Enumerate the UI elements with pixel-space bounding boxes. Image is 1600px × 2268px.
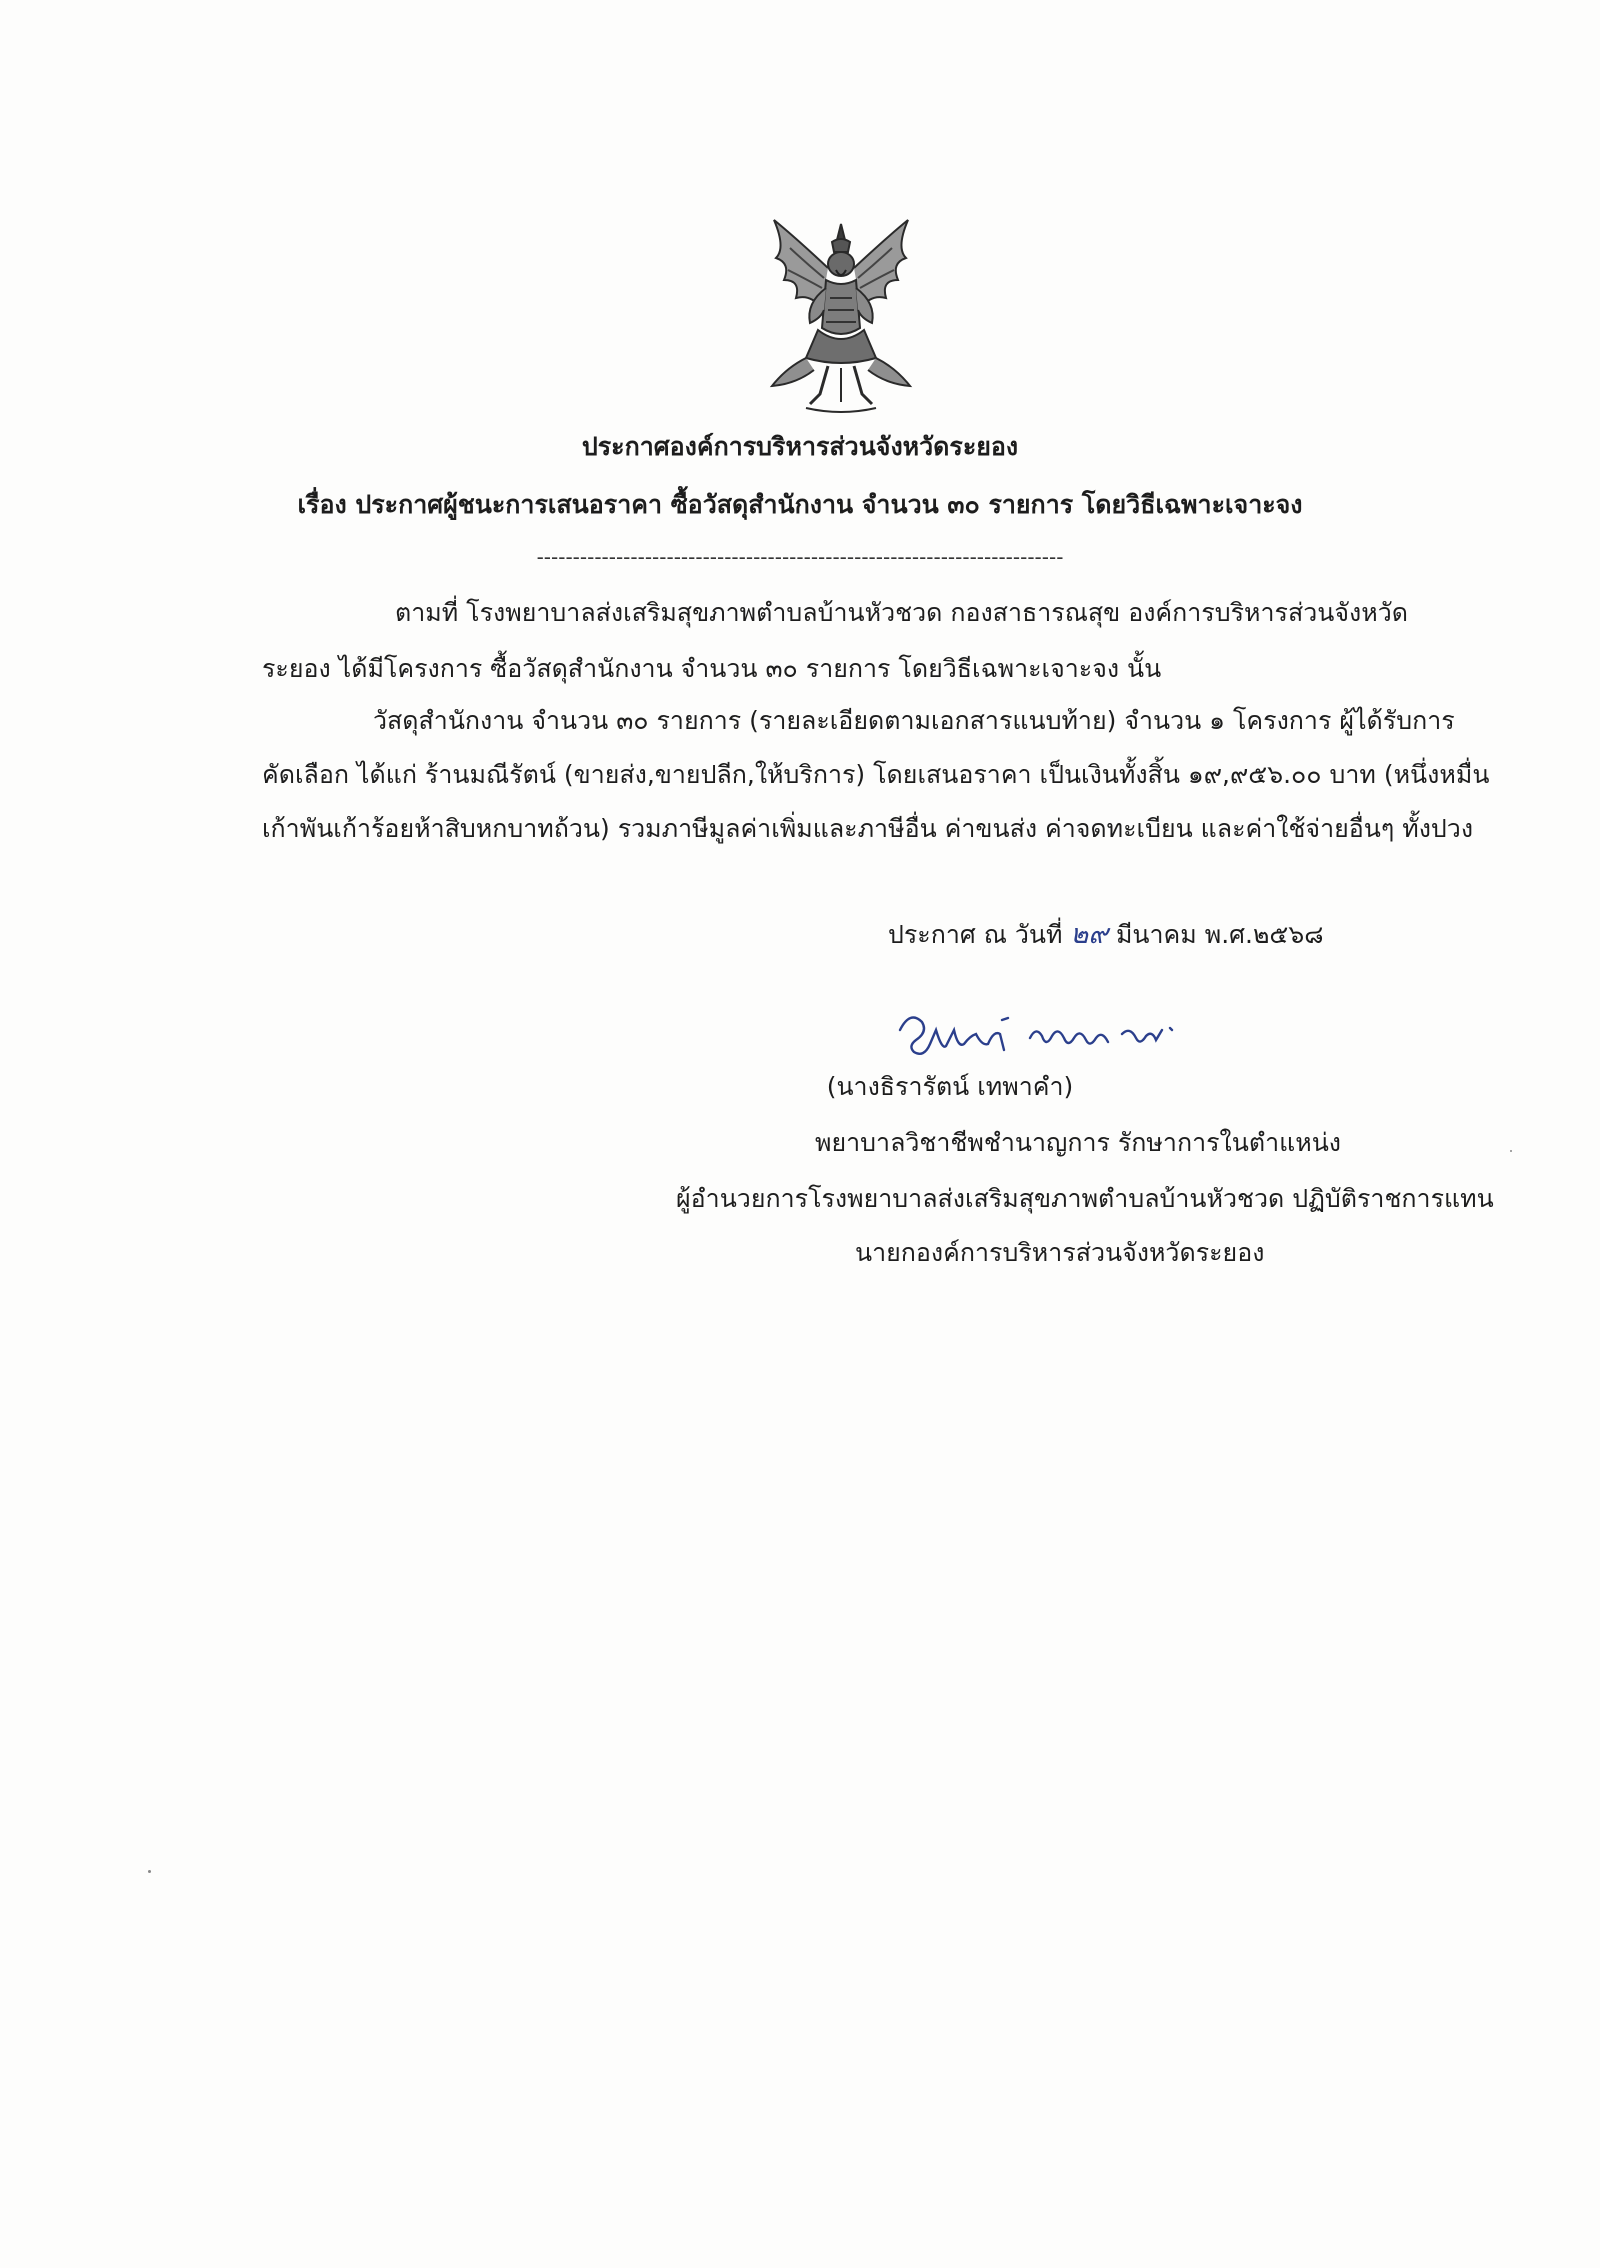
paragraph-2-line-1: วัสดุสำนักงาน จำนวน ๓๐ รายการ (รายละเอียดตามเอกสารแนบท้าย) จำนวน ๑ โครงการ ผู้ได้รับการ xyxy=(373,706,1455,735)
paper-speck xyxy=(148,1870,151,1873)
paragraph-1-line-1: ตามที่ โรงพยาบาลส่งเสริมสุขภาพตำบลบ้านหัวชวด กองสาธารณสุข องค์การบริหารส่วนจังหวัด xyxy=(395,598,1408,627)
announcement-subject: เรื่อง ประกาศผู้ชนะการเสนอราคา ซื้อวัสดุสำนักงาน จำนวน ๓๐ รายการ โดยวิธีเฉพาะเจาะจง xyxy=(297,490,1303,519)
paragraph-2-line-3: เก้าพันเก้าร้อยห้าสิบหกบาทถ้วน) รวมภาษีมูลค่าเพิ่มและภาษีอื่น ค่าขนส่ง ค่าจดทะเบียน และค่าใช้จ่ายอื่นๆ ทั้งปวง xyxy=(262,814,1474,843)
signatory-position-1: พยาบาลวิชาชีพชำนาญการ รักษาการในตำแหน่ง xyxy=(815,1128,1342,1157)
garuda-emblem-icon xyxy=(766,218,916,416)
paper-speck xyxy=(1510,1150,1512,1152)
paragraph-1-line-2: ระยอง ได้มีโครงการ ซื้อวัสดุสำนักงาน จำนวน ๓๐ รายการ โดยวิธีเฉพาะเจาะจง นั้น xyxy=(262,654,1162,683)
signatory-position-3: นายกองค์การบริหารส่วนจังหวัดระยอง xyxy=(855,1238,1265,1267)
handwritten-signature xyxy=(890,1000,1230,1070)
announcement-date xyxy=(888,918,1324,952)
divider-line: ------------------------------------------------------------------------- xyxy=(536,545,1064,569)
date-prefix: ประกาศ ณ วันที่ xyxy=(888,920,1063,949)
paragraph-2-line-2: คัดเลือก ได้แก่ ร้านมณีรัตน์ (ขายส่ง,ขายปลีก,ให้บริการ) โดยเสนอราคา เป็นเงินทั้งสิ้น ๑๙,๙๕๖.๐๐ บาท (หนึ่งหมื่น xyxy=(262,760,1490,789)
announcement-title: ประกาศองค์การบริหารส่วนจังหวัดระยอง xyxy=(581,432,1019,461)
date-day-handwritten: ๒๙ xyxy=(1070,919,1108,950)
signatory-position-2: ผู้อำนวยการโรงพยาบาลส่งเสริมสุขภาพตำบลบ้านหัวชวด ปฏิบัติราชการแทน xyxy=(676,1184,1494,1213)
signatory-name: (นางธิรารัตน์ เทพาคำ) xyxy=(826,1072,1074,1101)
date-month-year: มีนาคม พ.ศ.๒๕๖๘ xyxy=(1115,920,1324,949)
